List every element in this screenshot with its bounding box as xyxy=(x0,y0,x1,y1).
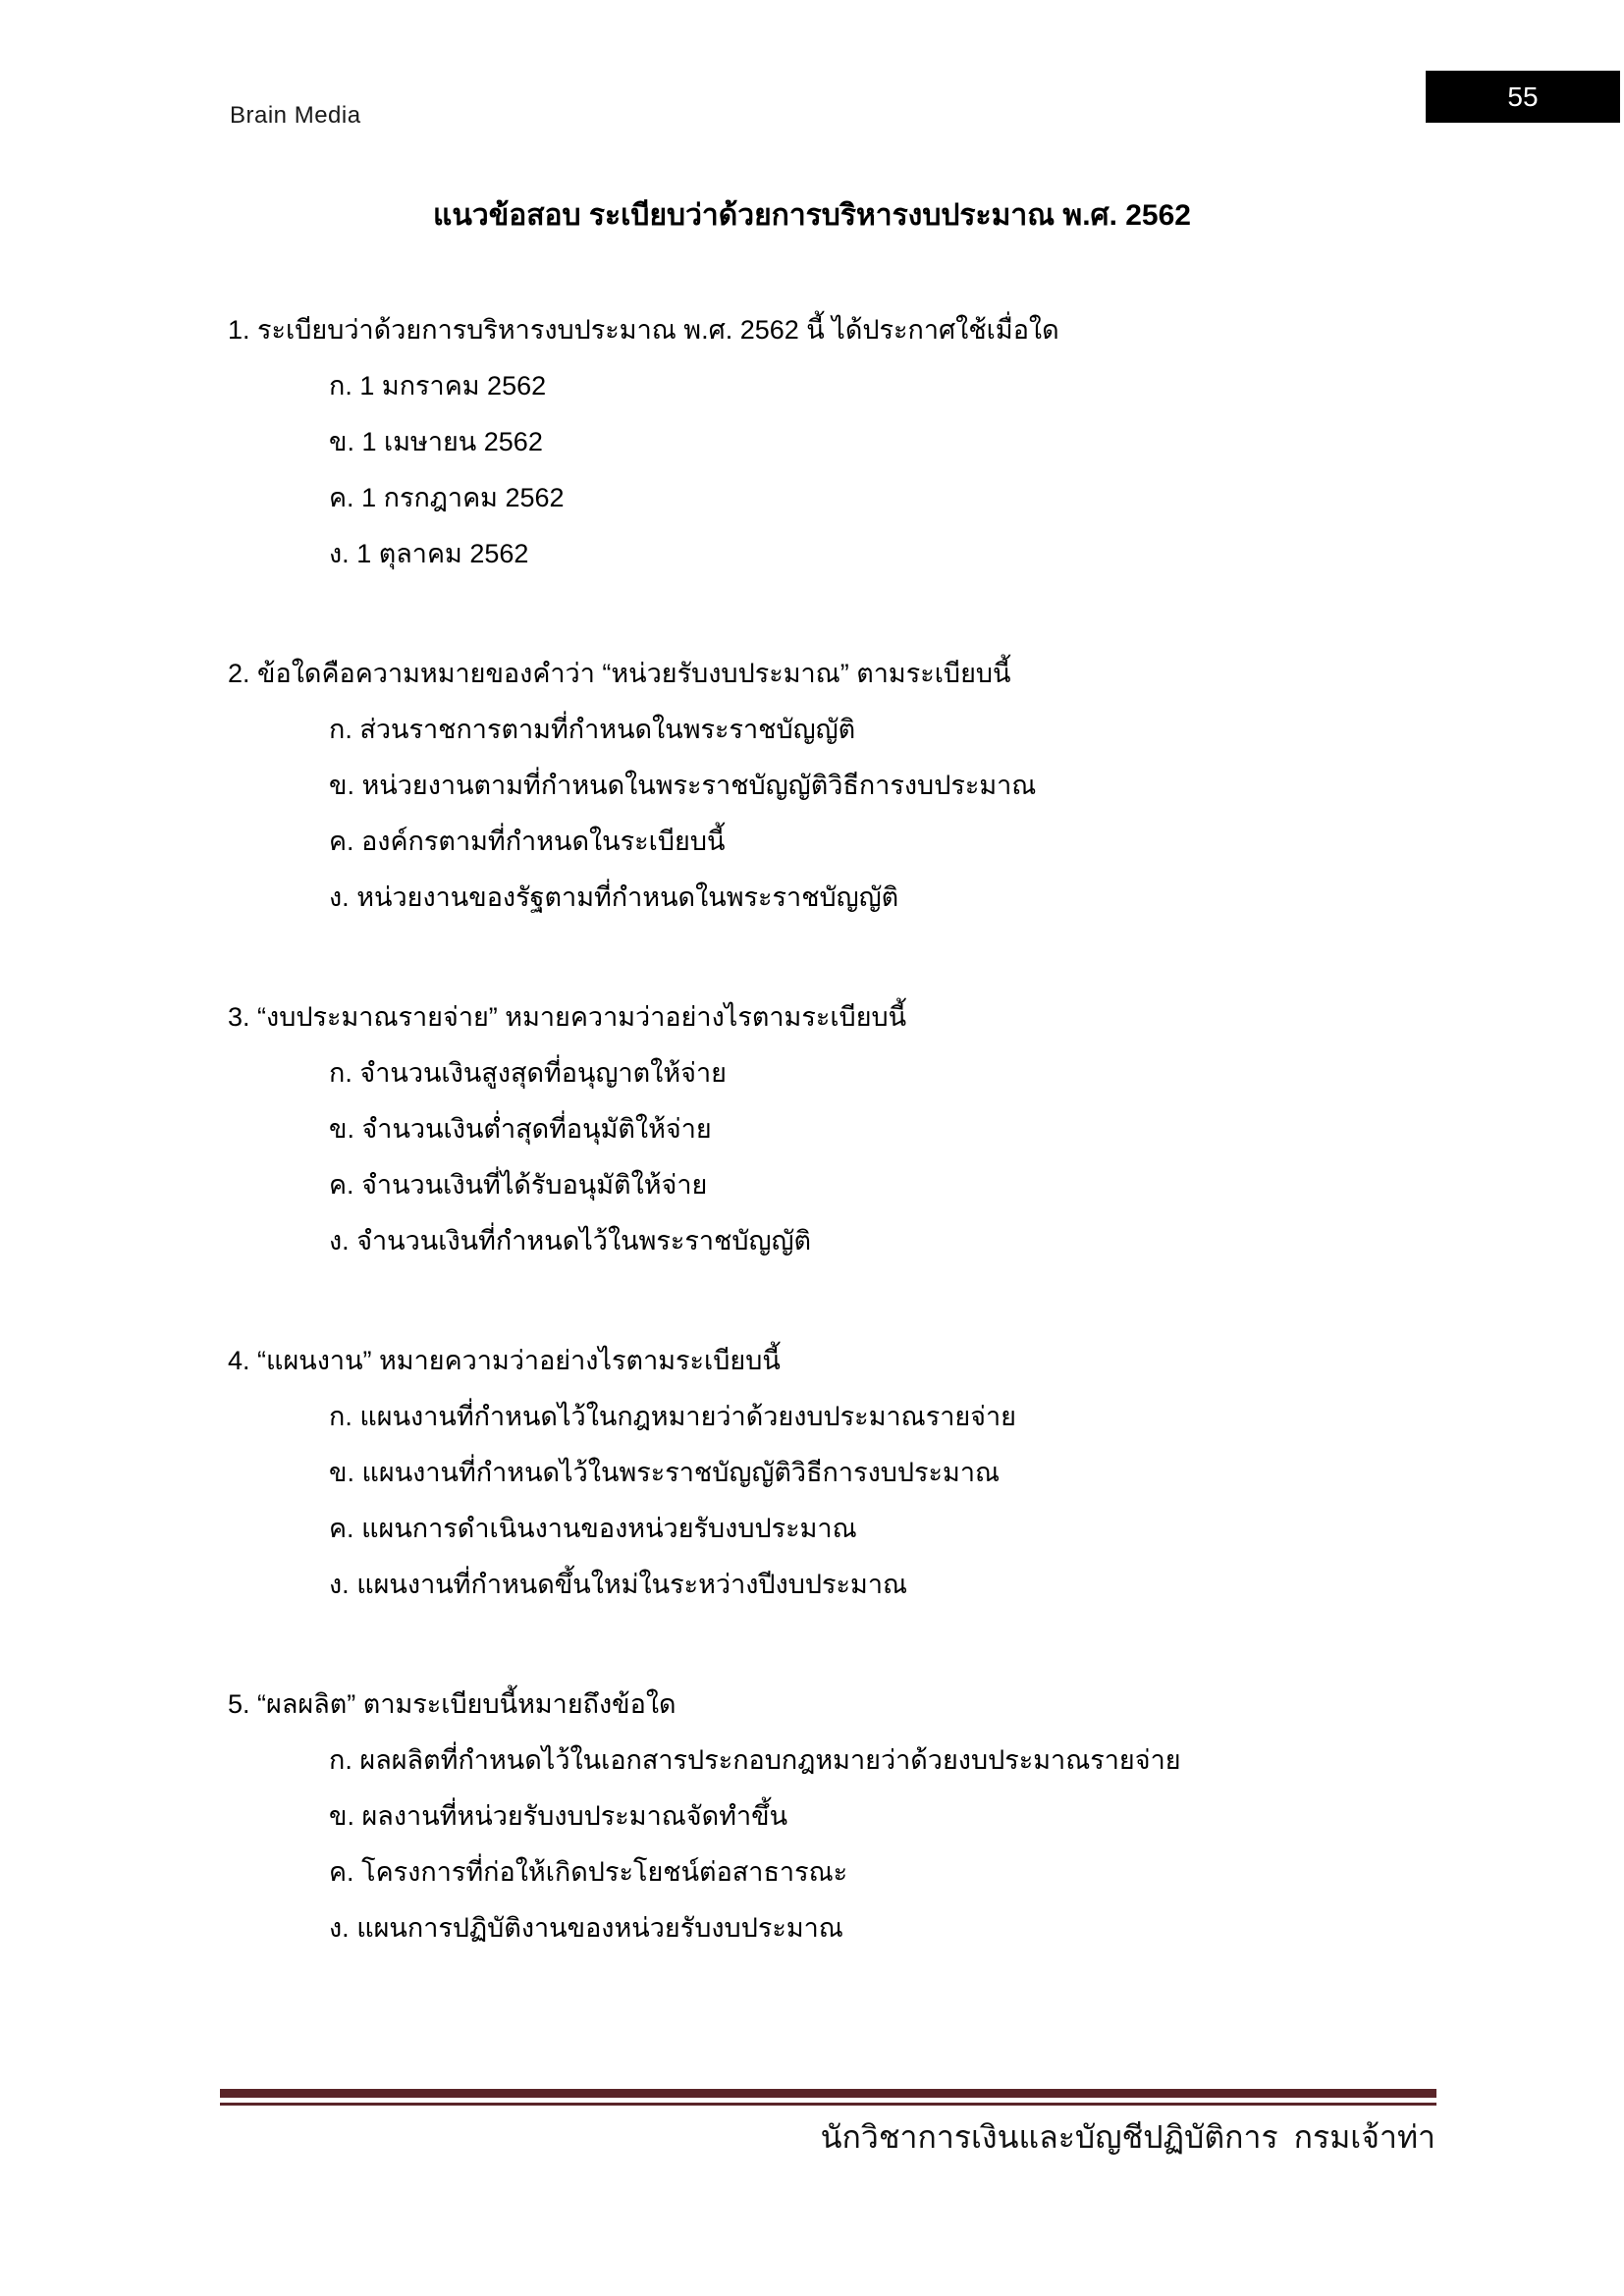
answer-option xyxy=(228,1101,1536,1157)
option-text: ผลผลิตที่กำหนดไว้ในเอกสารประกอบกฎหมายว่าด้วยงบประมาณรายจ่าย xyxy=(359,1745,1181,1775)
option-text: แผนการดำเนินงานของหน่วยรับงบประมาณ xyxy=(361,1514,857,1543)
footer-text: นักวิชาการเงินและบัญชีปฏิบัติการ กรมเจ้าท่า xyxy=(820,2119,1435,2155)
answer-option xyxy=(228,1557,1536,1613)
option-text: แผนงานที่กำหนดไว้ในพระราชบัญญัติวิธีการงบประมาณ xyxy=(361,1458,1001,1487)
question-list xyxy=(228,302,1536,2020)
question-block-5 xyxy=(228,1677,1536,1956)
question-text xyxy=(228,1333,1536,1389)
answer-option xyxy=(228,702,1536,758)
option-text: โครงการที่ก่อให้เกิดประโยชน์ต่อสาธารณะ xyxy=(361,1857,848,1887)
option-text: 1 ตุลาคม 2562 xyxy=(356,539,529,568)
question-block-4 xyxy=(228,1333,1536,1613)
answer-option xyxy=(228,470,1536,526)
question-text xyxy=(228,1677,1536,1733)
option-text: 1 มกราคม 2562 xyxy=(359,371,547,400)
option-label: ก. xyxy=(329,1058,352,1088)
option-text: จำนวนเงินที่กำหนดไว้ในพระราชบัญญัติ xyxy=(356,1226,812,1255)
option-label: ค. xyxy=(329,1170,354,1200)
answer-option xyxy=(228,1389,1536,1445)
option-label: ง. xyxy=(329,1913,350,1943)
option-label: ค. xyxy=(329,483,354,512)
option-text: ผลงานที่หน่วยรับงบประมาณจัดทำขึ้น xyxy=(361,1801,788,1831)
question-number: 1. xyxy=(228,315,250,345)
option-label: ก. xyxy=(329,371,352,400)
question-body: ระเบียบว่าด้วยการบริหารงบประมาณ พ.ศ. 2562 นี้ ได้ประกาศใช้เมื่อใด xyxy=(257,315,1059,345)
answer-option xyxy=(228,1213,1536,1269)
option-label: ก. xyxy=(329,1402,352,1431)
option-text: องค์กรตามที่กำหนดในระเบียบนี้ xyxy=(361,827,726,856)
answer-option xyxy=(228,358,1536,414)
question-number: 5. xyxy=(228,1689,250,1719)
option-text: ส่วนราชการตามที่กำหนดในพระราชบัญญัติ xyxy=(359,715,856,744)
option-label: ก. xyxy=(329,1745,352,1775)
question-text xyxy=(228,989,1536,1045)
question-body: “ผลผลิต” ตามระเบียบนี้หมายถึงข้อใด xyxy=(257,1689,677,1719)
option-label: ข. xyxy=(329,1114,354,1144)
option-label: ง. xyxy=(329,1570,350,1599)
answer-option xyxy=(228,1445,1536,1501)
answer-option xyxy=(228,1157,1536,1213)
option-label: ค. xyxy=(329,1857,354,1887)
question-text xyxy=(228,302,1536,358)
question-body: “แผนงาน” หมายความว่าอย่างไรตามระเบียบนี้ xyxy=(257,1346,781,1375)
answer-option xyxy=(228,1733,1536,1789)
answer-option xyxy=(228,1045,1536,1101)
question-block-2 xyxy=(228,646,1536,926)
page-number: 55 xyxy=(1507,80,1539,112)
option-label: ค. xyxy=(329,827,354,856)
answer-option xyxy=(228,870,1536,926)
footer-rule-thin xyxy=(220,2103,1436,2106)
question-number: 4. xyxy=(228,1346,250,1375)
option-text: แผนงานที่กำหนดขึ้นใหม่ในระหว่างปีงบประมาณ xyxy=(356,1570,908,1599)
answer-option xyxy=(228,1900,1536,1956)
option-text: แผนงานที่กำหนดไว้ในกฎหมายว่าด้วยงบประมาณรายจ่าย xyxy=(359,1402,1016,1431)
footer-rule-thick xyxy=(220,2089,1436,2098)
question-number: 3. xyxy=(228,1002,250,1032)
option-text: หน่วยงานของรัฐตามที่กำหนดในพระราชบัญญัติ xyxy=(356,882,899,912)
option-label: ข. xyxy=(329,771,354,800)
page-number-badge xyxy=(1426,71,1620,123)
option-text: จำนวนเงินที่ได้รับอนุมัติให้จ่าย xyxy=(361,1170,708,1200)
brand-label: Brain Media xyxy=(230,102,361,129)
option-label: ง. xyxy=(329,539,350,568)
option-label: ข. xyxy=(329,1801,354,1831)
option-label: ก. xyxy=(329,715,352,744)
question-block-3 xyxy=(228,989,1536,1269)
answer-option xyxy=(228,1789,1536,1844)
option-label: ง. xyxy=(329,882,350,912)
option-label: ข. xyxy=(329,427,354,456)
option-text: แผนการปฏิบัติงานของหน่วยรับงบประมาณ xyxy=(356,1913,843,1943)
option-text: จำนวนเงินสูงสุดที่อนุญาตให้จ่าย xyxy=(359,1058,727,1088)
question-text xyxy=(228,646,1536,702)
question-number: 2. xyxy=(228,659,250,688)
option-text: จำนวนเงินต่ำสุดที่อนุมัติให้จ่าย xyxy=(361,1114,712,1144)
page-title: แนวข้อสอบ ระเบียบว่าด้วยการบริหารงบประมาณ พ.ศ. 2562 xyxy=(433,199,1191,232)
option-label: ค. xyxy=(329,1514,354,1543)
question-body: “งบประมาณรายจ่าย” หมายความว่าอย่างไรตามระเบียบนี้ xyxy=(257,1002,907,1032)
answer-option xyxy=(228,526,1536,582)
option-text: หน่วยงานตามที่กำหนดในพระราชบัญญัติวิธีการงบประมาณ xyxy=(361,771,1037,800)
option-label: ง. xyxy=(329,1226,350,1255)
answer-option xyxy=(228,814,1536,870)
answer-option xyxy=(228,414,1536,470)
answer-option xyxy=(228,1844,1536,1900)
answer-option xyxy=(228,758,1536,814)
option-text: 1 เมษายน 2562 xyxy=(361,427,543,456)
option-label: ข. xyxy=(329,1458,354,1487)
question-block-1 xyxy=(228,302,1536,582)
question-body: ข้อใดคือความหมายของคำว่า “หน่วยรับงบประมาณ” ตามระเบียบนี้ xyxy=(257,659,1011,688)
answer-option xyxy=(228,1501,1536,1557)
option-text: 1 กรกฎาคม 2562 xyxy=(361,483,565,512)
